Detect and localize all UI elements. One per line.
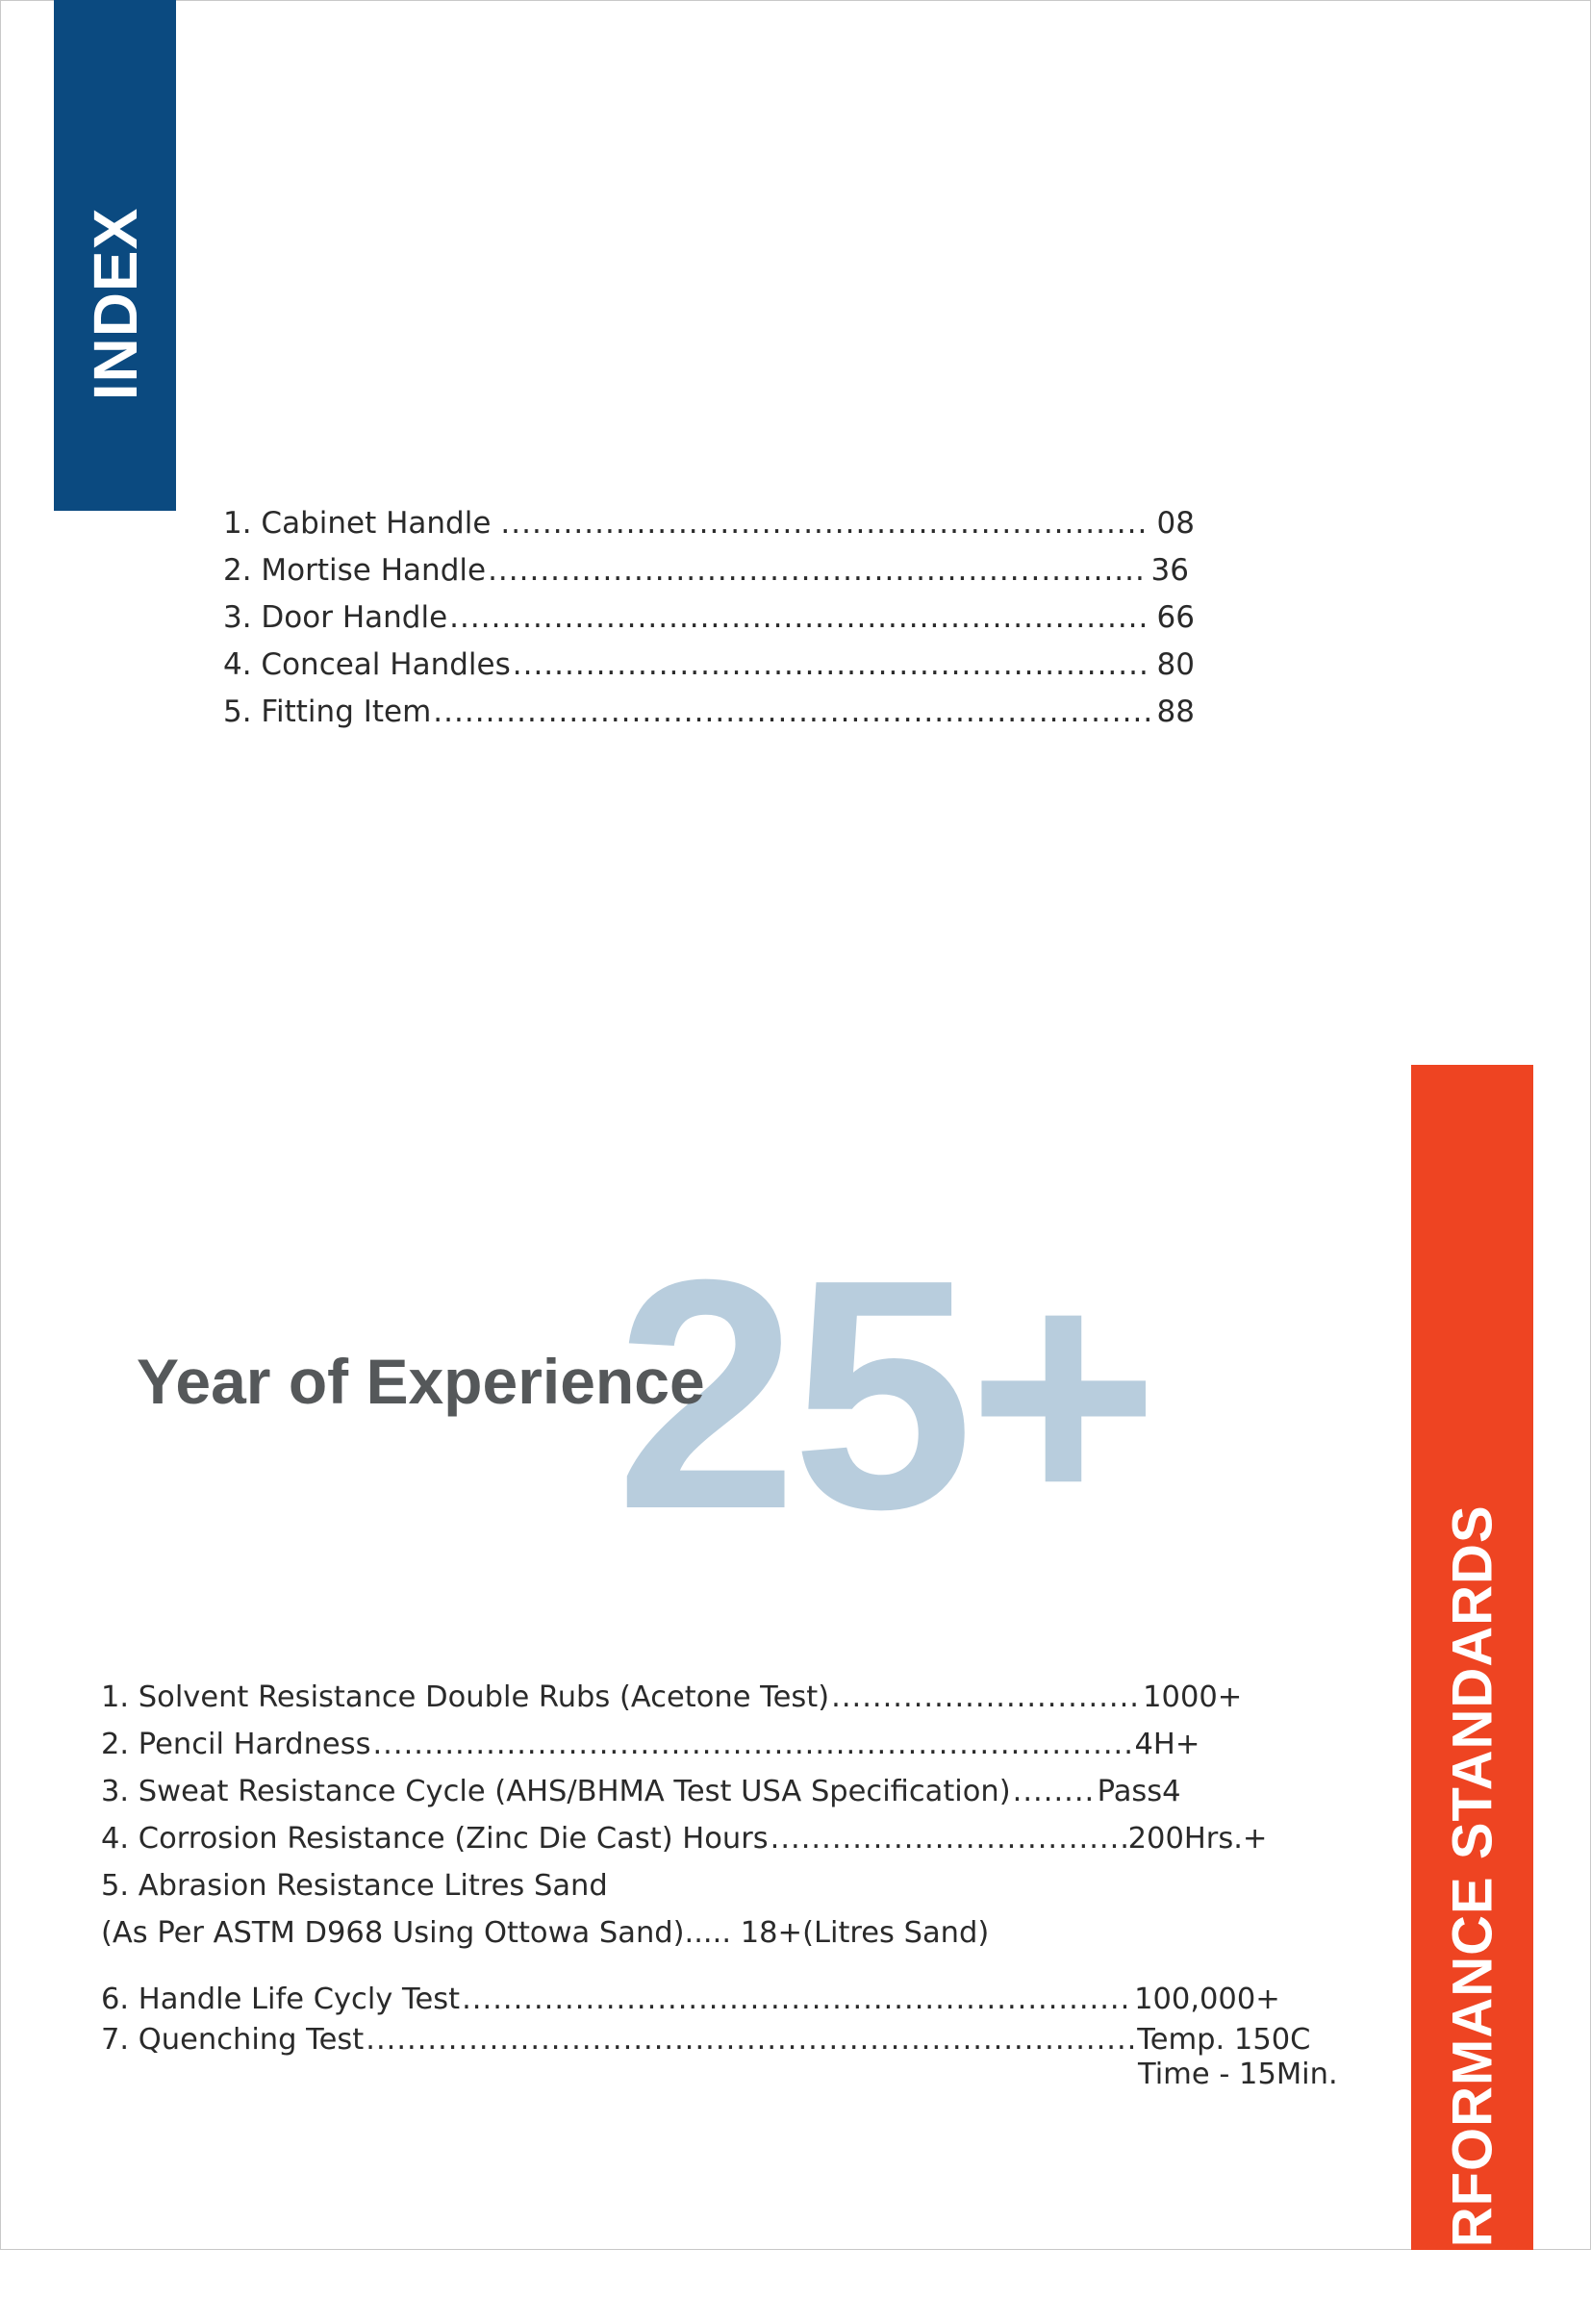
dot-leader xyxy=(831,1674,1141,1721)
dot-leader xyxy=(513,642,1149,689)
index-item-label: 1. Cabinet Handle xyxy=(223,506,492,541)
performance-item-label: 5. Abrasion Resistance Litres Sand xyxy=(101,1869,608,1903)
index-item xyxy=(223,594,1195,642)
performance-item-value: 100,000+ xyxy=(1134,1983,1280,2016)
performance-item xyxy=(101,1768,1342,1815)
index-item-page: 66 xyxy=(1156,600,1195,635)
dot-leader xyxy=(372,1721,1132,1768)
dot-leader xyxy=(366,2023,1135,2058)
index-title: INDEX xyxy=(80,207,150,401)
performance-item-value: Pass4 xyxy=(1097,1775,1181,1808)
performance-item xyxy=(101,1674,1342,1721)
index-item-page: 88 xyxy=(1156,695,1195,729)
performance-item-value: 200Hrs.+ xyxy=(1127,1822,1268,1856)
index-item-label: 3. Door Handle xyxy=(223,600,448,635)
dot-leader xyxy=(488,547,1143,594)
dot-leader xyxy=(1013,1768,1096,1815)
performance-item-value: 1000+ xyxy=(1143,1680,1243,1714)
performance-item-label: 3. Sweat Resistance Cycle (AHS/BHMA Test USA Specification) xyxy=(101,1775,1011,1808)
performance-item-label: 4. Corrosion Resistance (Zinc Die Cast) Hours xyxy=(101,1822,769,1856)
index-item-label: 4. Conceal Handles xyxy=(223,647,511,682)
performance-item xyxy=(101,1815,1342,1862)
performance-band xyxy=(1411,1065,1533,2324)
index-item-label: 5. Fitting Item xyxy=(223,695,432,729)
index-item-page: 36 xyxy=(1150,553,1189,588)
dot-leader xyxy=(500,500,1149,547)
index-item xyxy=(223,689,1195,736)
performance-item-label: 7. Quenching Test xyxy=(101,2023,365,2057)
performance-item-value: Temp. 150C xyxy=(1137,2023,1311,2057)
index-item-page: 08 xyxy=(1156,506,1195,541)
experience-block xyxy=(135,1212,1193,1578)
experience-number: 25+ xyxy=(616,1212,1153,1578)
performance-item-label: 1. Solvent Resistance Double Rubs (Acetone Test) xyxy=(101,1680,830,1714)
dot-leader xyxy=(449,594,1149,642)
index-item-page: 80 xyxy=(1156,647,1195,682)
performance-item xyxy=(101,1721,1342,1768)
performance-item xyxy=(101,2023,1342,2058)
performance-title: PERFORMANCE STANDARDS xyxy=(1441,1504,1503,2324)
performance-list xyxy=(101,1674,1342,2092)
dot-leader xyxy=(433,689,1149,736)
index-band xyxy=(54,0,176,511)
spacer xyxy=(101,1957,1342,1976)
performance-item xyxy=(101,1976,1342,2023)
index-item xyxy=(223,500,1195,547)
index-item-label: 2. Mortise Handle xyxy=(223,553,487,588)
dot-leader xyxy=(462,1976,1132,2023)
performance-item-label: (As Per ASTM D968 Using Ottowa Sand)..... 18+(Litres Sand) xyxy=(101,1916,990,1950)
index-item xyxy=(223,547,1195,594)
performance-item-label: 2. Pencil Hardness xyxy=(101,1728,371,1761)
performance-item-label: 6. Handle Life Cycly Test xyxy=(101,1983,461,2016)
index-item xyxy=(223,642,1195,689)
performance-item-value: 4H+ xyxy=(1134,1728,1200,1761)
performance-item-value-secondary: Time - 15Min. xyxy=(1138,2058,1338,2091)
dot-leader xyxy=(770,1815,1126,1862)
index-list xyxy=(223,500,1195,736)
experience-label: Year of Experience xyxy=(137,1346,705,1417)
